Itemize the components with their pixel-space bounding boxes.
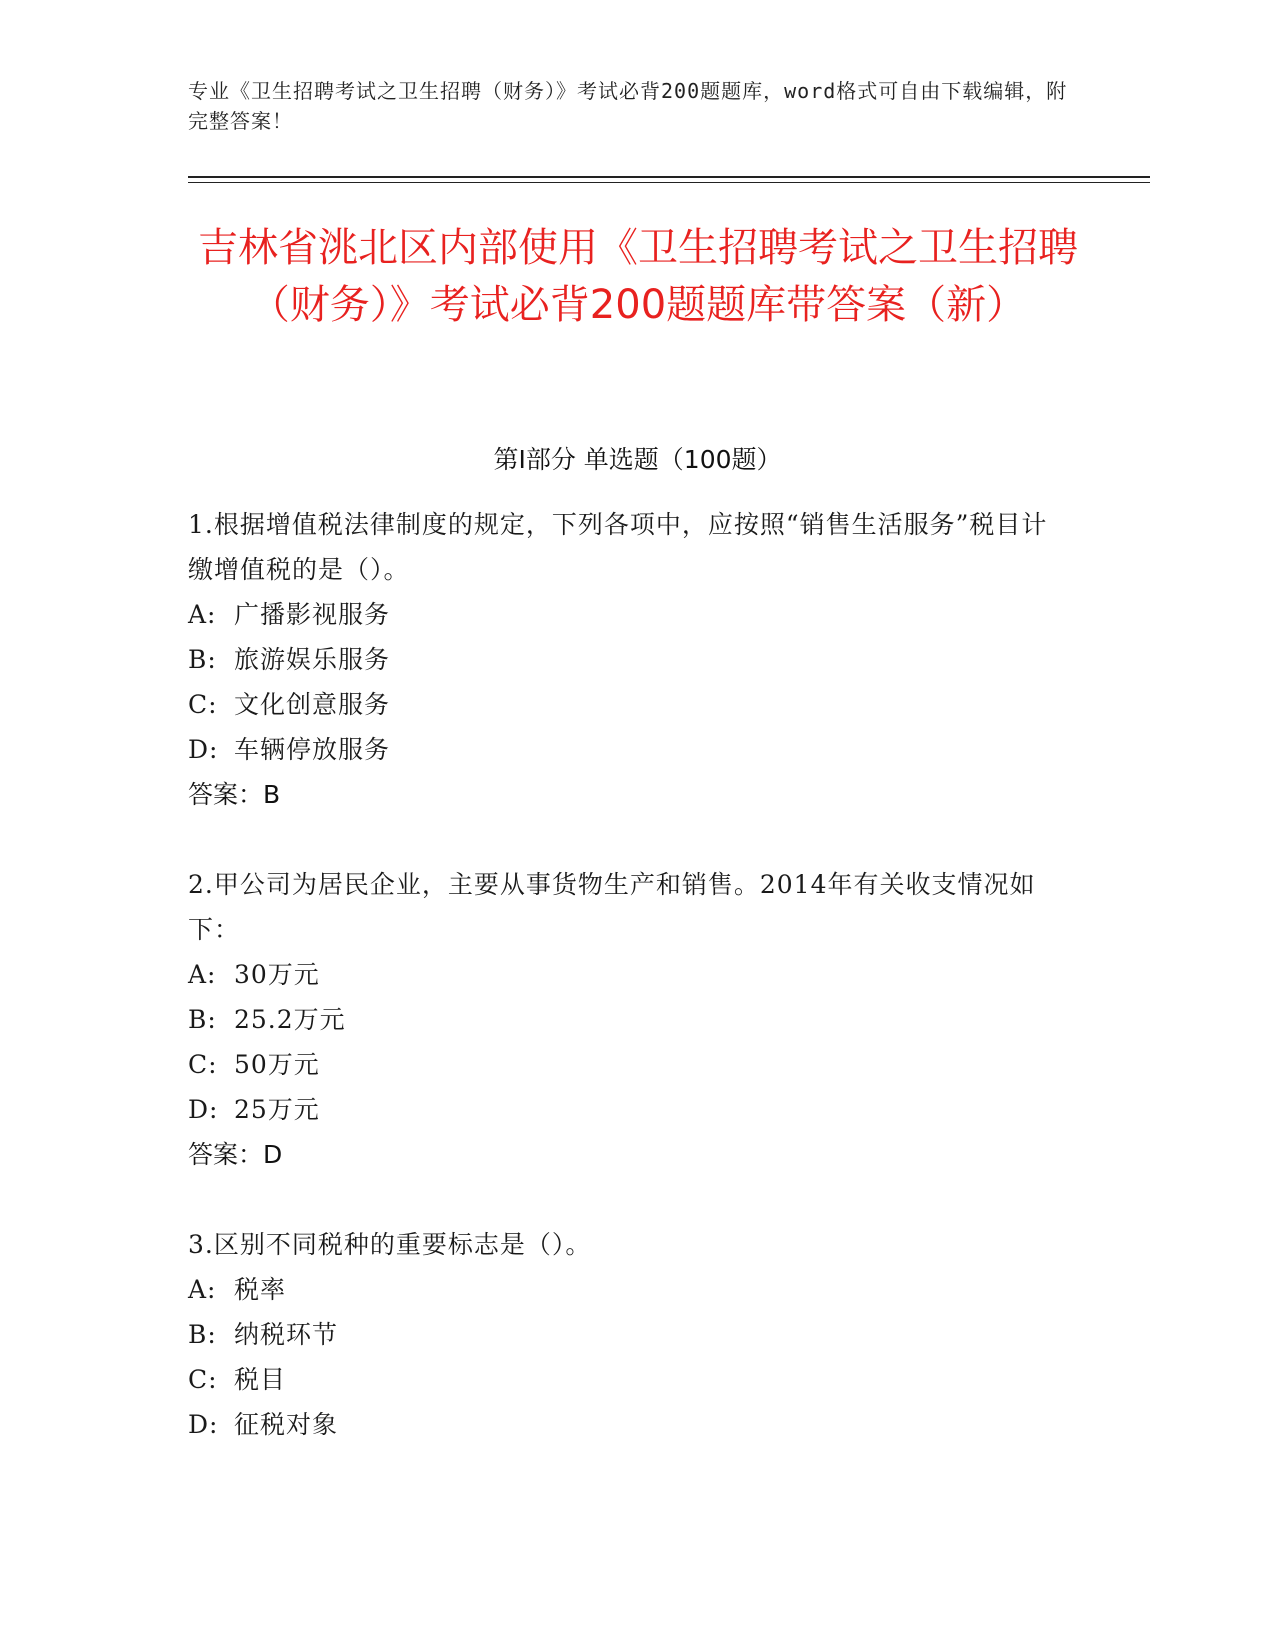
- option-b: [188, 997, 1068, 1042]
- option-letter: B:: [188, 1005, 217, 1034]
- header-rule-thick: [188, 176, 1150, 178]
- option-text: 25万元: [234, 1095, 320, 1124]
- option-letter: D:: [188, 735, 219, 764]
- option-text: 车辆停放服务: [234, 735, 391, 764]
- option-text: 25.2万元: [234, 1005, 346, 1034]
- option-text: 税率: [234, 1275, 287, 1304]
- question-text: 3.区别不同税种的重要标志是（）。: [188, 1230, 592, 1259]
- option-text: 纳税环节: [234, 1320, 339, 1349]
- option-a: [188, 952, 1068, 997]
- option-letter: C:: [188, 1050, 218, 1079]
- option-letter: C:: [188, 690, 218, 719]
- option-text: 旅游娱乐服务: [234, 645, 391, 674]
- option-d: [188, 1402, 1068, 1447]
- option-text: 50万元: [234, 1050, 320, 1079]
- option-text: 征税对象: [234, 1410, 339, 1439]
- option-letter: C:: [188, 1365, 218, 1394]
- option-c: [188, 1357, 1068, 1402]
- option-letter: D:: [188, 1095, 219, 1124]
- option-letter: A:: [188, 1275, 217, 1304]
- option-letter: D:: [188, 1410, 219, 1439]
- option-text: 广播影视服务: [234, 600, 391, 629]
- document-title: 吉林省洮北区内部使用《卫生招聘考试之卫生招聘（财务）》考试必背200题题库带答案（新）: [198, 225, 1078, 328]
- question-3: [188, 1222, 1068, 1447]
- section-heading: 第I部分 单选题（100题）: [493, 445, 782, 474]
- option-d: [188, 1087, 1068, 1132]
- option-text: 30万元: [234, 960, 320, 989]
- answer: 答案：B: [188, 780, 281, 809]
- question-2: [188, 862, 1068, 1177]
- option-a: [188, 1267, 1068, 1312]
- option-c: [188, 682, 1068, 727]
- option-text: 税目: [234, 1365, 287, 1394]
- question-text: 1.根据增值税法律制度的规定，下列各项中，应按照“销售生活服务”税目计缴增值税的是（）。: [188, 510, 1048, 584]
- option-a: [188, 592, 1068, 637]
- option-b: [188, 1312, 1068, 1357]
- question-1: [188, 502, 1068, 817]
- header-rule-thin: [188, 182, 1150, 183]
- question-text: 2.甲公司为居民企业，主要从事货物生产和销售。2014年有关收支情况如下：: [188, 870, 1036, 944]
- option-text: 文化创意服务: [234, 690, 391, 719]
- option-letter: A:: [188, 600, 217, 629]
- option-letter: A:: [188, 960, 217, 989]
- header-note: 专业《卫生招聘考试之卫生招聘（财务）》考试必背200题题库，word格式可自由下载编辑，附完整答案！: [188, 79, 1068, 133]
- option-d: [188, 727, 1068, 772]
- option-letter: B:: [188, 1320, 217, 1349]
- option-b: [188, 637, 1068, 682]
- option-letter: B:: [188, 645, 217, 674]
- option-c: [188, 1042, 1068, 1087]
- answer: 答案：D: [188, 1140, 283, 1169]
